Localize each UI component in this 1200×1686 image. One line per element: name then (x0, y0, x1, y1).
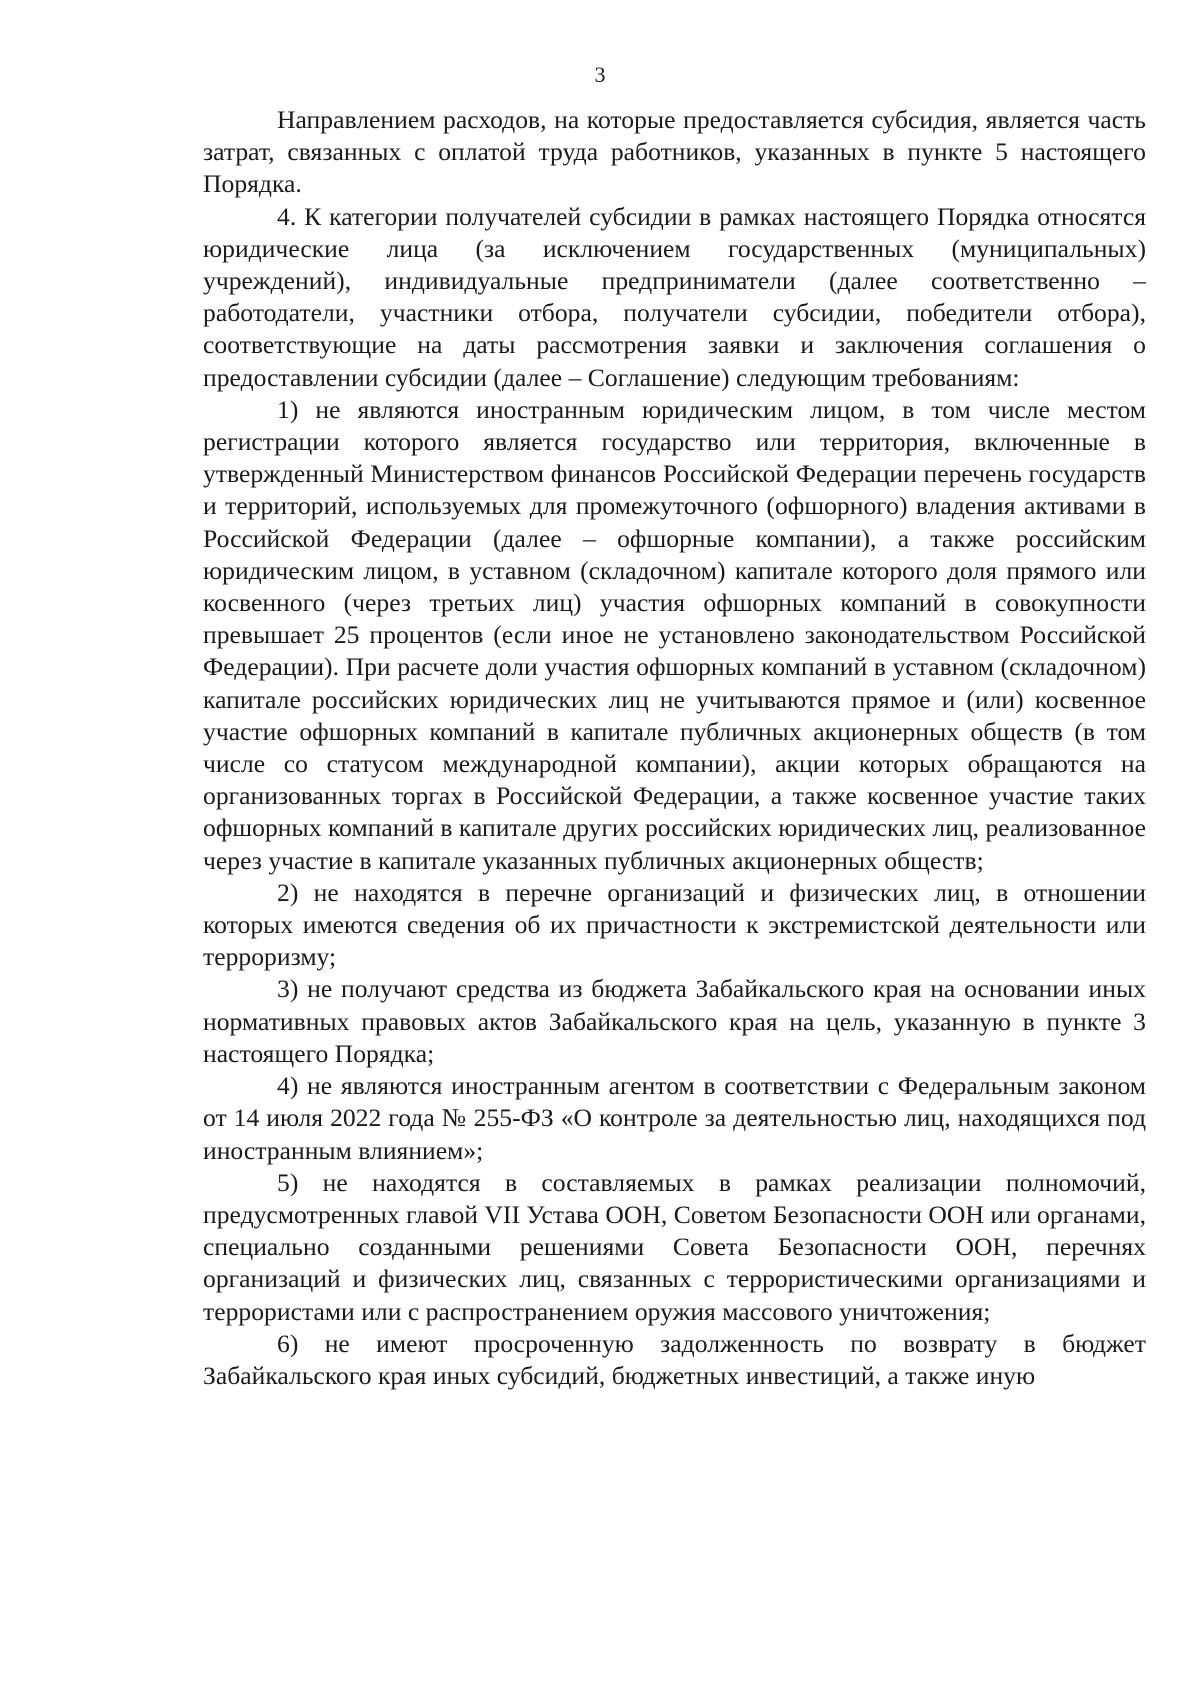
paragraph-requirement-1-offshore: 1) не являются иностранным юридическим лицом, в том числе местом регистрации которого является государство или территория, включенные в утвержденный Министерством финансов Российской Федерации перечень государств и территорий, используемых для промежуточного (офшорного) владения активами в Российской Федерации (далее – офшорные компании), а также российским юридическим лицом, в уставном (складочном) капитале которого доля прямого или косвенного (через третьих лиц) участия офшорных компаний в совокупности превышает 25 процентов (если иное не установлено законодательством Российской Федерации). При расчете доли участия офшорных компаний в уставном (складочном) капитале российских юридических лиц не учитываются прямое и (или) косвенное участие офшорных компаний в капитале публичных акционерных обществ (в том числе со статусом международной компании), акции которых обращаются на организованных торгах в Российской Федерации, а также косвенное участие таких офшорных компаний в капитале других российских юридических лиц, реализованное через участие в капитале указанных публичных акционерных обществ; (203, 394, 1146, 875)
paragraph-requirement-4-foreign-agent: 4) не являются иностранным агентом в соответствии с Федеральным законом от 14 июля 2022 года № 255-ФЗ «О контроле за деятельностью лиц, находящихся под иностранным влиянием»; (203, 1071, 1146, 1165)
paragraph-requirement-3-budget-funds: 3) не получают средства из бюджета Забайкальского края на основании иных нормативных правовых актов Забайкальского края на цель, указанную в пункте 3 настоящего Порядка; (203, 974, 1146, 1068)
paragraph-requirement-6-overdue-debt: 6) не имеют просроченную задолженность по возврату в бюджет Забайкальского края иных субсидий, бюджетных инвестиций, а также иную (203, 1328, 1146, 1390)
page-number: 3 (594, 62, 606, 87)
document-body (203, 104, 1146, 1392)
paragraph-item-4-recipient-categories: 4. К категории получателей субсидии в рамках настоящего Порядка относятся юридические лица (за исключением государственных (муниципальных) учреждений), индивидуальные предприниматели (далее соответственно – работодатели, участники отбора, получатели субсидии, победители отбора), соответствующие на даты рассмотрения заявки и заключения соглашения о предоставлении субсидии (далее – Соглашение) следующим требованиям: (203, 201, 1146, 392)
paragraph-requirement-5-un-lists: 5) не находятся в составляемых в рамках реализации полномочий, предусмотренных главой VII Устава ООН, Советом Безопасности ООН или органами, специально созданными решениями Совета Безопасности ООН, перечнях организаций и физических лиц, связанных с террористическими организациями и террористами или с распространением оружия массового уничтожения; (203, 1167, 1146, 1326)
paragraph-expense-direction: Направлением расходов, на которые предоставляется субсидия, является часть затрат, связанных с оплатой труда работников, указанных в пункте 5 настоящего Порядка. (203, 105, 1146, 199)
paragraph-requirement-2-extremism: 2) не находятся в перечне организаций и физических лиц, в отношении которых имеются сведения об их причастности к экстремистской деятельности или терроризму; (203, 877, 1146, 972)
